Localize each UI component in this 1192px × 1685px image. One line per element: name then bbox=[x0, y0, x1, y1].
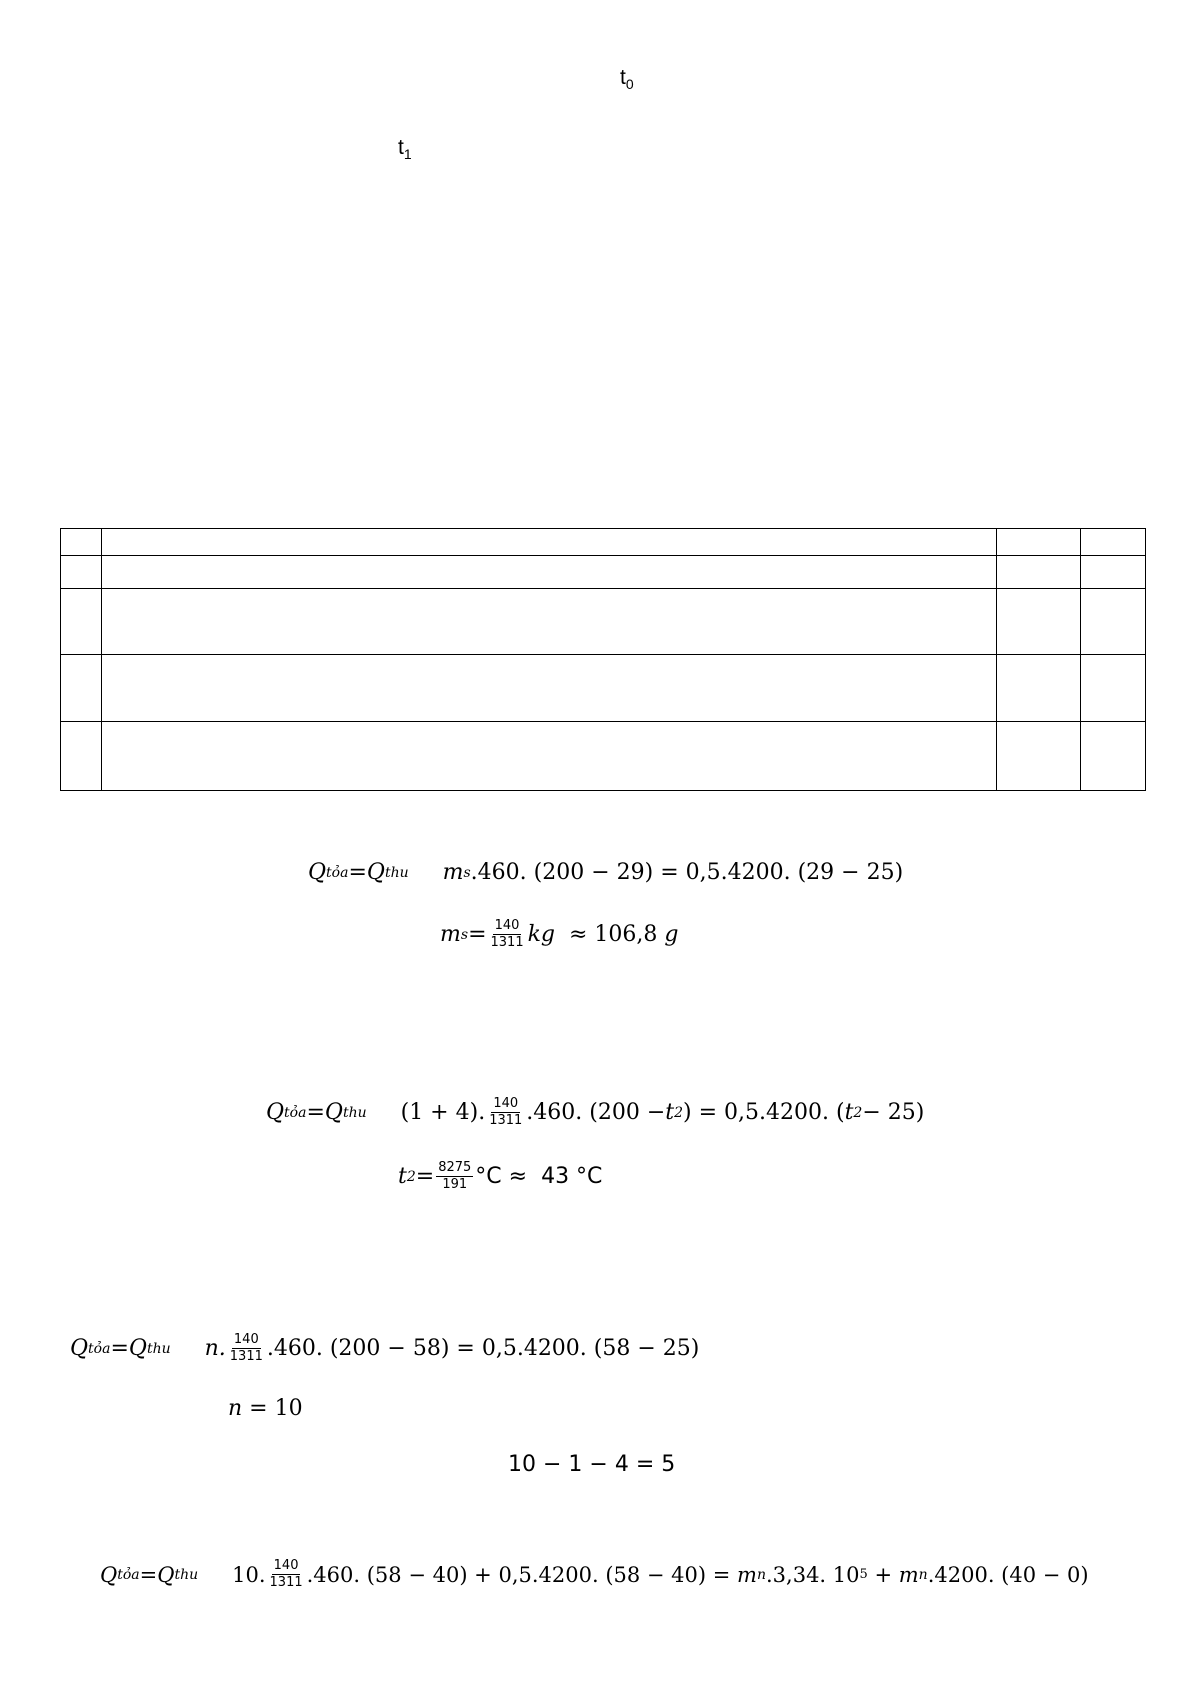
table-cell bbox=[61, 529, 102, 556]
table-cell bbox=[997, 722, 1081, 791]
temperature-result: t 2 = $\frac{8275}{191}$ °C ≈ 43 °C bbox=[398, 1160, 603, 1192]
fraction: $\frac{8275}{191}$ bbox=[438, 1160, 472, 1192]
table-row bbox=[61, 655, 1146, 722]
table-cell bbox=[61, 655, 102, 722]
t1-label: $t_1$ bbox=[398, 136, 412, 163]
table-cell bbox=[101, 556, 996, 589]
count-result: n = 10 bbox=[228, 1396, 303, 1421]
fraction: $\frac{140}{1311}$ bbox=[489, 1096, 523, 1128]
table-cell bbox=[61, 556, 102, 589]
table-cell bbox=[997, 589, 1081, 655]
table-cell bbox=[1081, 529, 1146, 556]
table-cell bbox=[61, 722, 102, 791]
heat-balance-equation-1: Q tỏa = Q thu m s .460. (200 − 29) = 0,5.4200. (29 − 25) bbox=[308, 860, 904, 885]
table-row bbox=[61, 529, 1146, 556]
heat-balance-equation-3: Q tỏa = Q thu n. $\frac{140}{1311}$ .460. (200 − 58) = 0,5.4200. (58 − 25) bbox=[70, 1332, 700, 1364]
mass-result: m s = $\frac{140}{1311}$ kg ≈ 106,8 g bbox=[440, 918, 679, 950]
table-cell bbox=[101, 722, 996, 791]
table-cell bbox=[997, 655, 1081, 722]
fraction: $\frac{140}{1311}$ bbox=[269, 1558, 303, 1590]
table-cell bbox=[101, 529, 996, 556]
table-cell bbox=[1081, 655, 1146, 722]
table-cell bbox=[61, 589, 102, 655]
table-cell bbox=[101, 655, 996, 722]
t0-label: $t_0$ bbox=[620, 66, 634, 93]
table-cell bbox=[1081, 589, 1146, 655]
table-row bbox=[61, 589, 1146, 655]
fraction: $\frac{140}{1311}$ bbox=[490, 918, 524, 950]
table-cell bbox=[1081, 722, 1146, 791]
table-cell bbox=[997, 556, 1081, 589]
table-row bbox=[61, 722, 1146, 791]
fraction: $\frac{140}{1311}$ bbox=[229, 1332, 263, 1364]
subtraction-result: 10 − 1 − 4 = 5 bbox=[508, 1452, 676, 1477]
heat-balance-equation-4: Q tỏa = Q thu 10. $\frac{140}{1311}$ .460. (58 − 40) + 0,5.4200. (58 − 40) = m n .3,34. 10 5 + m n .4200. (40 − 0) bbox=[100, 1558, 1089, 1590]
table-cell bbox=[997, 529, 1081, 556]
table-cell bbox=[101, 589, 996, 655]
table-row bbox=[61, 556, 1146, 589]
answer-table bbox=[60, 528, 1146, 791]
table-cell bbox=[1081, 556, 1146, 589]
heat-balance-equation-2: Q tỏa = Q thu (1 + 4). $\frac{140}{1311}$ .460. (200 − t 2 ) = 0,5.4200. ( t 2 − 25) bbox=[266, 1096, 925, 1128]
